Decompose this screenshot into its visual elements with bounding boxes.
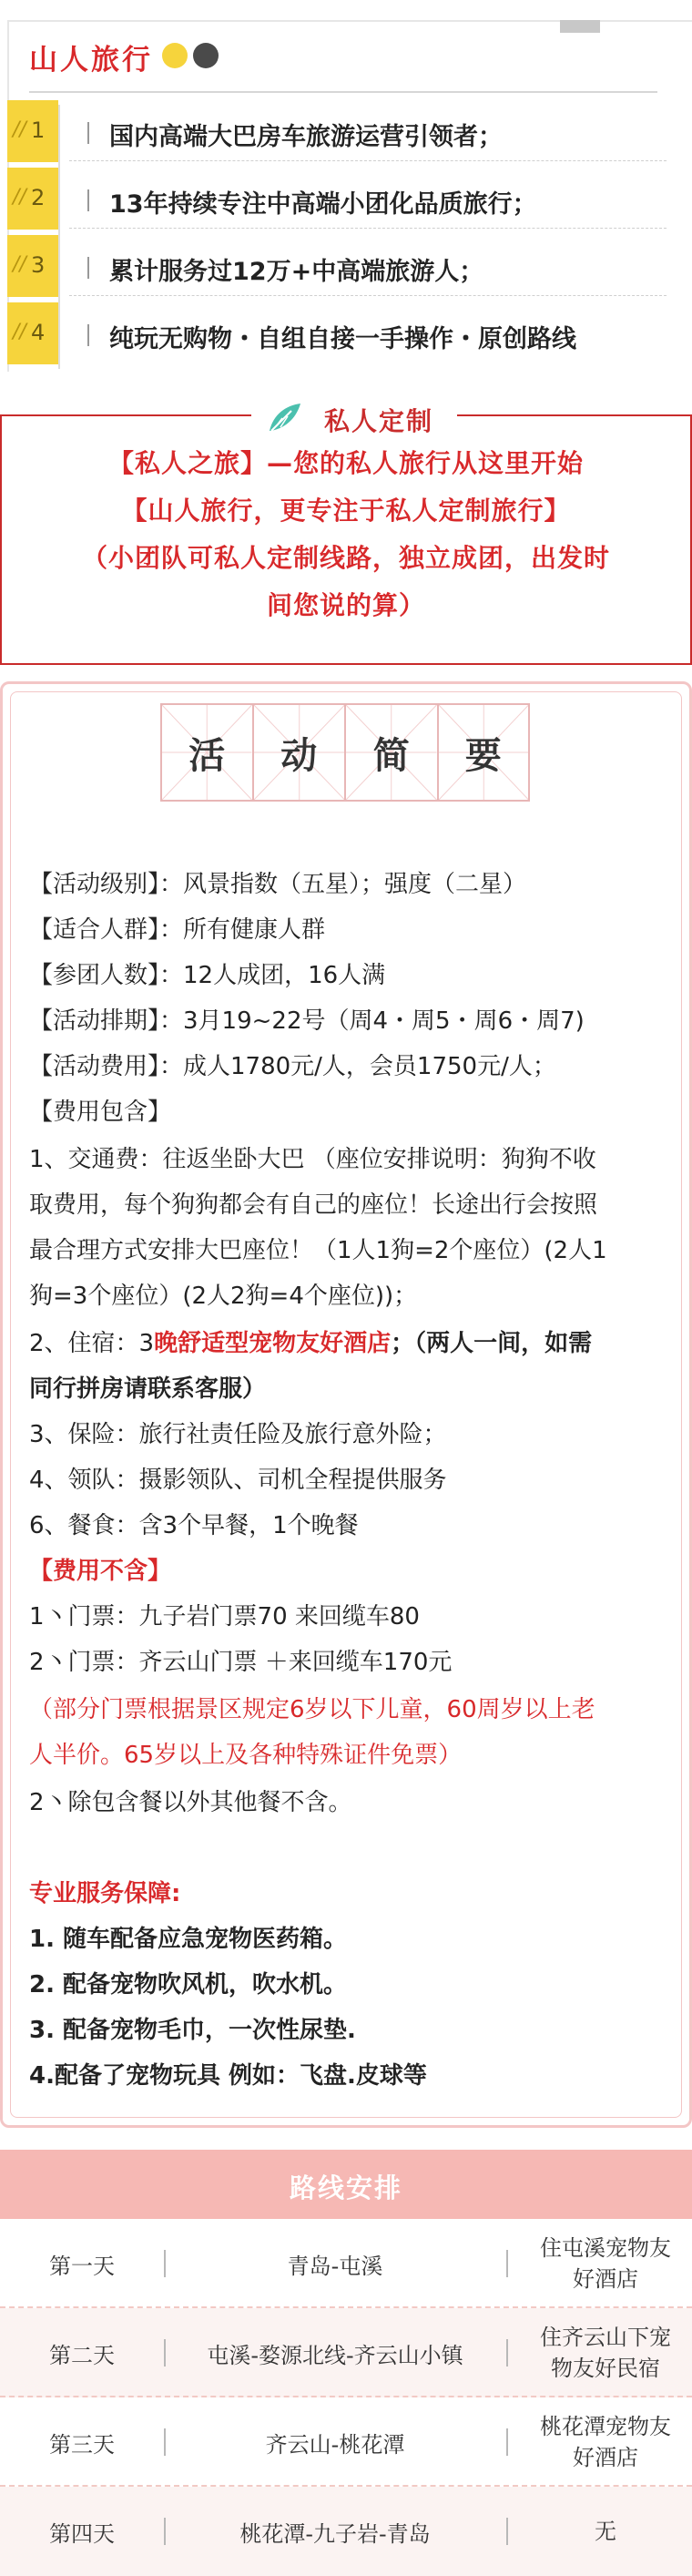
hotel-highlight: 晚舒适型宠物友好酒店 [154, 1330, 392, 1357]
discount-line: （部分门票根据景区规定6岁以下儿童，60周岁以上老 [29, 1696, 595, 1723]
audience: 【适合人群】：所有健康人群 [29, 916, 326, 944]
route-day: 第二天 [49, 2342, 115, 2368]
transport-line: 取费用，每个狗狗都会有自己的座位！长途出行会按照 [29, 1191, 598, 1219]
route-path: 青岛-屯溪 [287, 2253, 383, 2279]
route-row [0, 2308, 692, 2397]
other-meals: 2丶除包含餐以外其他餐不含。 [29, 1789, 352, 1816]
activity-brief-title [160, 703, 530, 802]
route-stay: 住屯溪宠物友好酒店 [540, 2235, 671, 2292]
feature-text: 纯玩无购物・自组自接一手操作・原创路线 [109, 325, 576, 353]
service-title: 专业服务保障: [29, 1880, 181, 1907]
hotel-line: 2、住宿：3晚舒适型宠物友好酒店；（两人一间，如需 [29, 1330, 593, 1357]
excluded-title: 【费用不含】 [29, 1558, 172, 1585]
feature-separator [87, 257, 89, 279]
route-header [0, 2150, 692, 2219]
title-char-cell: 动 [253, 703, 346, 802]
meals: 6、餐食：含3个早餐，1个晚餐 [29, 1512, 359, 1539]
service-item: 4.配备了宠物玩具 例如：飞盘.皮球等 [29, 2062, 427, 2090]
leader: 4、领队：摄影领队、司机全程提供服务 [29, 1467, 447, 1494]
group-size: 【参团人数】：12人成团，16人满 [29, 962, 386, 989]
route-day: 第四天 [49, 2520, 115, 2547]
fee: 【活动费用】：成人1780元/人，会员1750元/人； [29, 1053, 556, 1080]
title-char-cell: 活 [160, 703, 253, 802]
activity-level: 【活动级别】：风景指数（五星）；强度（二星） [29, 871, 527, 898]
transport-line: 狗=3个座位）(2人2狗=4个座位))； [29, 1283, 418, 1310]
service-item: 3. 配备宠物毛巾，一次性尿垫. [29, 2017, 356, 2044]
route-stay: 住齐云山下宠物友好民宿 [540, 2325, 671, 2381]
feature-item [7, 168, 692, 230]
brand-tab-decoration [560, 20, 600, 33]
feature-text: 13年持续专注中高端小团化品质旅行； [109, 190, 537, 219]
title-char-cell: 简 [345, 703, 438, 802]
activity-brief-card [0, 681, 692, 2128]
route-row [0, 2219, 692, 2308]
schedule: 【活动排期】：3月19~22号（周4・周5・周6・周7) [29, 1007, 585, 1035]
route-day: 第三天 [49, 2431, 115, 2458]
feature-text: 累计服务过12万+中高端旅游人； [109, 258, 484, 286]
feature-item [7, 235, 692, 297]
route-path: 屯溪-婺源北线-齐云山小镇 [207, 2342, 463, 2368]
ticket-line: 1丶门票：九子岩门票70 来回缆车80 [29, 1603, 420, 1630]
service-item: 2. 配备宠物吹风机，吹水机。 [29, 1971, 348, 1998]
hotel-line-2: 同行拼房请联系客服） [29, 1375, 267, 1403]
private-custom-title: 私人定制 [324, 406, 434, 436]
custom-line: （小团队可私人定制线路，独立成团，出发时 [81, 543, 610, 573]
transport-line: 1、交通费：往返坐卧大巴 （座位安排说明：狗狗不收 [29, 1146, 596, 1173]
feature-divider [69, 228, 667, 229]
route-title: 路线安排 [289, 2172, 402, 2203]
brand-divider [29, 91, 657, 93]
feature-number-badge: // 3 [7, 235, 58, 297]
ticket-line: 2丶门票：齐云山门票 ＋来回缆车170元 [29, 1649, 453, 1676]
feature-divider [69, 295, 667, 296]
route-day: 第一天 [49, 2253, 115, 2279]
custom-line: 间您说的算） [266, 590, 425, 620]
private-custom-header [2, 398, 692, 434]
route-stay: 无 [595, 2519, 616, 2544]
feature-separator [87, 189, 89, 211]
title-char-cell: 要 [438, 703, 531, 802]
route-row [0, 2487, 692, 2576]
feature-number-badge: // 2 [7, 168, 58, 230]
route-path: 桃花潭-九子岩-青岛 [239, 2520, 431, 2547]
included-title: 【费用包含】 [29, 1099, 172, 1126]
route-path: 齐云山-桃花潭 [265, 2431, 405, 2458]
private-custom-box [0, 406, 692, 665]
route-row [0, 2397, 692, 2487]
feature-item [7, 302, 692, 364]
brand-title: 山人旅行 [29, 44, 153, 77]
feature-separator [87, 324, 89, 346]
feature-separator [87, 122, 89, 144]
service-item: 1. 随车配备应急宠物医药箱。 [29, 1926, 348, 1953]
route-stay: 桃花潭宠物友好酒店 [540, 2414, 671, 2470]
feature-text: 国内高端大巴房车旅游运营引领者； [109, 123, 503, 151]
insurance: 3、保险：旅行社责任险及旅行意外险； [29, 1421, 447, 1448]
feature-divider [69, 160, 667, 161]
transport-line: 最合理方式安排大巴座位！（1人1狗=2个座位）(2人1 [29, 1237, 607, 1264]
feature-item [7, 100, 692, 162]
custom-line: 【山人旅行，更专注于私人定制旅行】 [121, 496, 571, 526]
dark-dot-icon [193, 43, 219, 68]
feature-number-badge: // 4 [7, 302, 58, 364]
custom-line: 【私人之旅】—您的私人旅行从这里开始 [107, 448, 584, 478]
discount-line: 人半价。65岁以上及各种特殊证件免票） [29, 1742, 463, 1769]
brand-section [0, 0, 692, 353]
leaf-icon [264, 400, 304, 436]
feature-number-badge: // 1 [7, 100, 58, 162]
yellow-dot-icon [162, 43, 188, 68]
